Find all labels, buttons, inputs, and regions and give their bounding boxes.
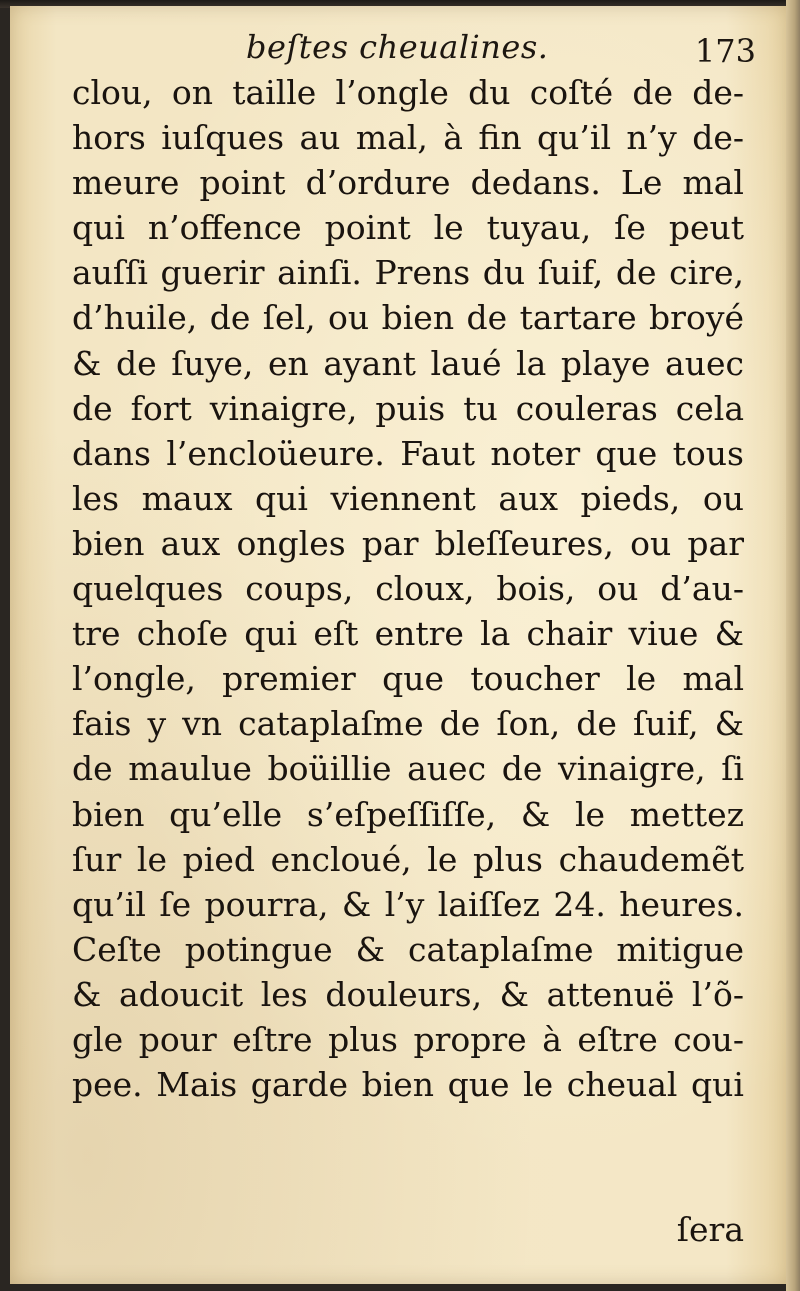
text-line: Ceſte potingue & cataplaſme mitigue	[72, 929, 744, 969]
page-number: 173	[694, 32, 756, 70]
text-line: d’huile, de ſel, ou bien de tartare broyé	[72, 298, 744, 338]
text-line: bien aux ongles par bleſſeures, ou par	[72, 523, 744, 563]
text-line: & de ſuye, en ayant laué la playe auec	[72, 343, 744, 383]
text-line: auſſi guerir ainſi. Prens du ſuif, de cire,	[72, 253, 744, 293]
text-line: fais y vn cataplaſme de ſon, de ſuif, &	[72, 704, 744, 744]
text-line: l’ongle, premier que toucher le mal	[72, 659, 744, 699]
text-line: ſur le pied encloué, le plus chaudemẽt	[72, 839, 744, 879]
text-line: de fort vinaigre, puis tu couleras cela	[72, 388, 744, 428]
text-line: qu’il ſe pourra, & l’y laiſſez 24. heures.	[72, 884, 744, 924]
book-fore-edge	[786, 0, 800, 1291]
running-head: beſtes cheualines.	[246, 28, 549, 66]
text-line: meure point d’ordure dedans. Le mal	[72, 163, 744, 203]
body-text	[72, 70, 744, 1107]
catchword: ſera	[676, 1210, 744, 1249]
page-header	[76, 24, 756, 76]
text-line: & adoucit les douleurs, & attenuë l’õ-	[72, 974, 744, 1014]
text-line: quelques coups, cloux, bois, ou d’au-	[72, 569, 744, 609]
text-line: gle pour eſtre plus propre à eſtre cou-	[72, 1019, 744, 1059]
text-line: hors iuſques au mal, à fin qu’il n’y de-	[72, 118, 744, 158]
text-line: clou, on taille l’ongle du coſté de de-	[72, 73, 744, 112]
text-line: bien qu’elle s’eſpeſſiſſe, & le mettez	[72, 794, 744, 834]
text-line: de maulue boüillie auec de vinaigre, ſi	[72, 749, 744, 789]
text-line: les maux qui viennent aux pieds, ou	[72, 478, 744, 518]
text-line: tre choſe qui eſt entre la chair viue &	[72, 614, 744, 654]
text-line: qui n’offence point le tuyau, ſe peut	[72, 208, 744, 248]
text-line: pee. Mais garde bien que le cheual qui	[72, 1065, 744, 1105]
text-line: dans l’encloüeure. Faut noter que tous	[72, 433, 744, 473]
